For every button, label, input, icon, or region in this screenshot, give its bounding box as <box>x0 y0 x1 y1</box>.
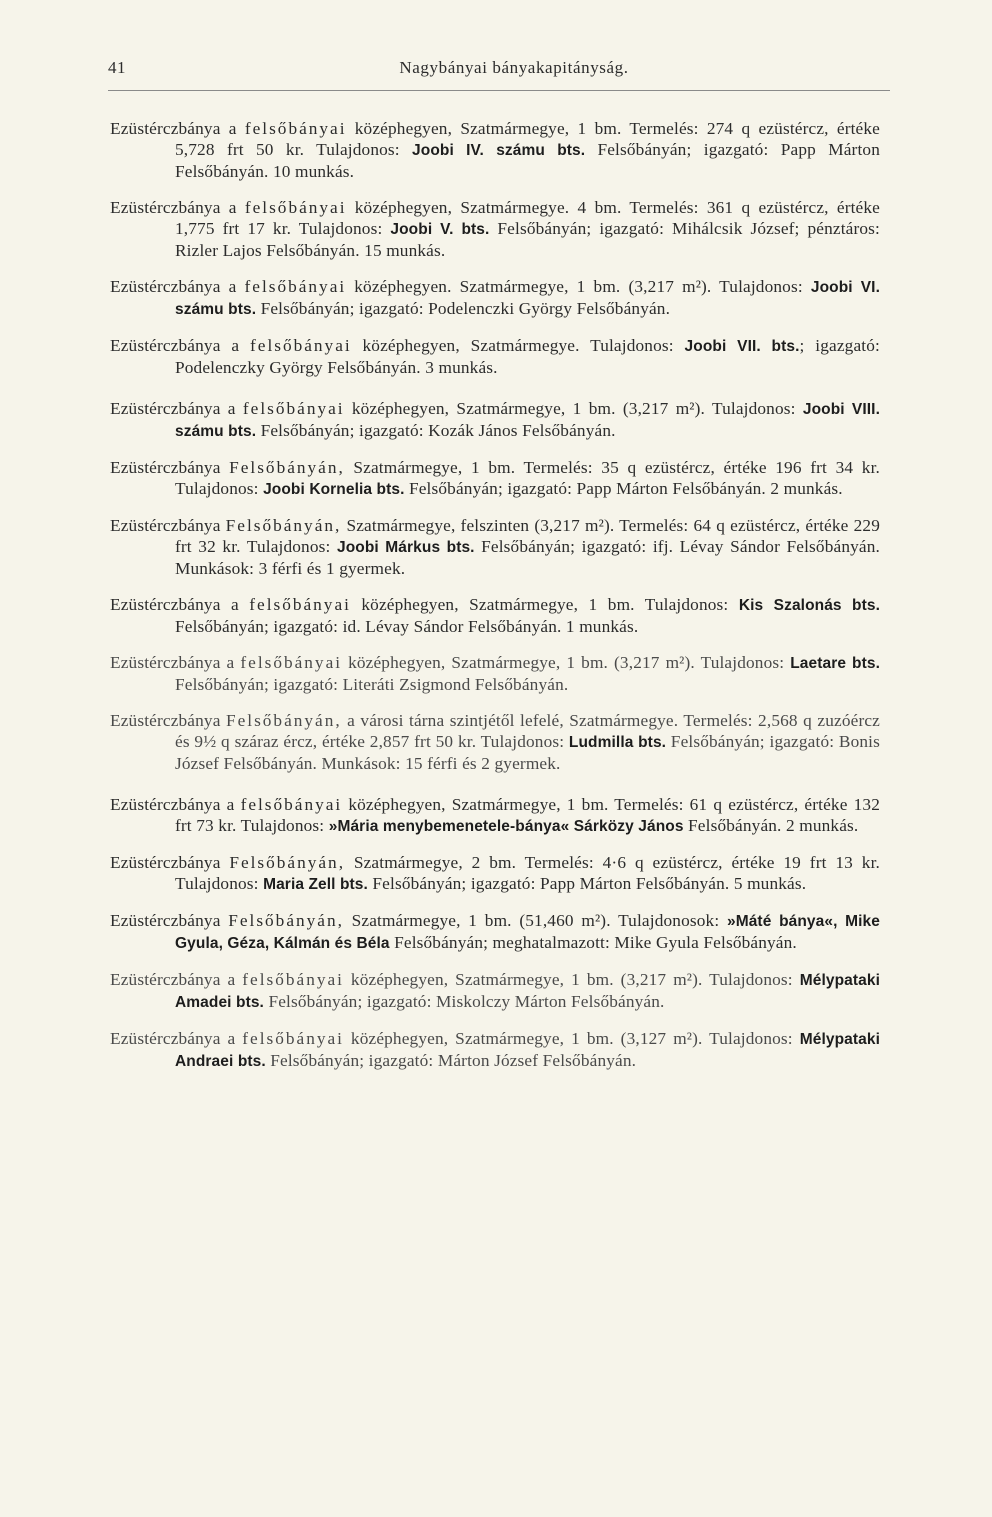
mine-entry: Ezüstérczbánya a felsőbányai középhegyen, Szatmármegye, 1 bm. Tulajdonos: Kis Szalonás bts. Felsőbányán; igazgató: id. Lévay Sándor Felsőbányán. 1 munkás. <box>110 595 880 636</box>
mine-entry: Ezüstérczbánya a felsőbányai középhegyen, Szatmármegye, 1 bm. (3,217 m²). Tulajdonos: Joobi VIII. számu bts. Felsőbányán; igazgató: Kozák János Felsőbányán. <box>110 399 880 440</box>
header-rule <box>108 90 890 91</box>
mine-entry: Ezüstérczbánya a felsőbányai középhegyen, Szatmármegye, 1 bm. (3,217 m²). Tulajdonos: Laetare bts. Felsőbányán; igazgató: Literáti Zsigmond Felsőbányán. <box>110 653 880 694</box>
mine-entry: Ezüstérczbánya Felsőbányán, Szatmármegye, 2 bm. Termelés: 4·6 q ezüstércz, értéke 19 frt 13 kr. Tulajdonos: Maria Zell bts. Felsőbányán; igazgató: Papp Márton Felsőbányán. 5 munkás. <box>110 853 880 893</box>
owner-name: Joobi VI. számu bts. <box>175 279 880 318</box>
owner-name: Joobi Márkus bts. <box>336 539 475 556</box>
mine-entry: Ezüstérczbánya a felsőbányai középhegyen, Szatmármegye, 1 bm. Termelés: 61 q ezüstércz, értéke 132 frt 73 kr. Tulajdonos: »Mária menybemenetele-bánya« Sárközy János Felsőbányán. 2 munkás. <box>110 795 880 835</box>
running-head: Nagybányai bányakapitányság. <box>399 58 629 77</box>
mine-entry: Ezüstérczbánya a felsőbányai középhegyen, Szatmármegye. Tulajdonos: Joobi VII. bts.; igazgató: Podelenczky György Felsőbányán. 3 munkás. <box>110 336 880 377</box>
owner-name: Kis Szalonás bts. <box>738 597 880 614</box>
mine-entry: Ezüstérczbánya Felsőbányán, a városi tárna szintjétől lefelé, Szatmármegye. Termelés: 2,568 q zuzóércz és 9½ q száraz ércz, értéke 2,857 frt 50 kr. Tulajdonos: Ludmilla bts. Felsőbányán; igazgató: Bonis József Felsőbányán. Munkások: 15 férfi és 2 gyermek. <box>110 711 880 773</box>
mine-entry: Ezüstérczbánya Felsőbányán, Szatmármegye, 1 bm. Termelés: 35 q ezüstércz, értéke 196 frt 34 kr. Tulajdonos: Joobi Kornelia bts. Felsőbányán; igazgató: Papp Márton Felsőbányán. 2 munkás. <box>110 458 880 498</box>
owner-name: Mélypataki Amadei bts. <box>175 972 880 1011</box>
owner-name: »Mária menybemenetele-bánya« Sárközy János <box>328 818 684 835</box>
mine-entry: Ezüstérczbánya Felsőbányán, Szatmármegye, felszinten (3,217 m²). Termelés: 64 q ezüstércz, értéke 229 frt 32 kr. Tulajdonos: Joobi Márkus bts. Felsőbányán; igazgató: ifj. Lévay Sándor Felsőbányán. Munkások: 3 férfi és 1 gyermek. <box>110 516 880 578</box>
mine-entry: Ezüstérczbánya a felsőbányai középhegyen. Szatmármegye, 1 bm. (3,217 m²). Tulajdonos: Joobi VI. számu bts. Felsőbányán; igazgató: Podelenczki György Felsőbányán. <box>110 277 880 318</box>
owner-name: Ludmilla bts. <box>568 734 667 751</box>
owner-name: Joobi V. bts. <box>390 221 490 238</box>
mine-entry: Ezüstérczbánya a felsőbányai középhegyen, Szatmármegye. 4 bm. Termelés: 361 q ezüstércz, értéke 1,775 frt 17 kr. Tulajdonos: Joobi V. bts. Felsőbányán; igazgató: Mihálcsik József; pénztáros: Rizler Lajos Felsőbányán. 15 munkás. <box>110 198 880 260</box>
owner-name: Joobi VII. bts. <box>684 338 800 355</box>
owner-name: Joobi VIII. számu bts. <box>175 401 880 440</box>
mine-entry: Ezüstérczbánya Felsőbányán, Szatmármegye, 1 bm. (51,460 m²). Tulajdonosok: »Máté bánya«, Mike Gyula, Géza, Kálmán és Béla Felsőbányán; meghatalmazott: Mike Gyula Felsőbányán. <box>110 911 880 952</box>
entry-list <box>110 118 880 1087</box>
page-header <box>108 58 890 84</box>
owner-name: »Máté bánya«, Mike Gyula, Géza, Kálmán és Béla <box>175 913 880 952</box>
owner-name: Joobi Kornelia bts. <box>263 481 405 498</box>
mine-entry: Ezüstérczbánya a felsőbányai középhegyen, Szatmármegye, 1 bm. (3,217 m²). Tulajdonos: Mélypataki Amadei bts. Felsőbányán; igazgató: Miskolczy Márton Felsőbányán. <box>110 970 880 1011</box>
mine-entry: Ezüstérczbánya a felsőbányai középhegyen, Szatmármegye, 1 bm. (3,127 m²). Tulajdonos: Mélypataki Andraei bts. Felsőbányán; igazgató: Márton József Felsőbányán. <box>110 1029 880 1070</box>
mine-entry: Ezüstérczbánya a felsőbányai középhegyen, Szatmármegye, 1 bm. Termelés: 274 q ezüstércz, értéke 5,728 frt 50 kr. Tulajdonos: Joobi IV. számu bts. Felsőbányán; igazgató: Papp Márton Felsőbányán. 10 munkás. <box>110 119 880 181</box>
owner-name: Maria Zell bts. <box>263 876 368 893</box>
page-number: 41 <box>108 58 126 77</box>
owner-name: Laetare bts. <box>790 655 880 672</box>
owner-name: Mélypataki Andraei bts. <box>175 1031 880 1070</box>
owner-name: Joobi IV. számu bts. <box>412 142 586 159</box>
